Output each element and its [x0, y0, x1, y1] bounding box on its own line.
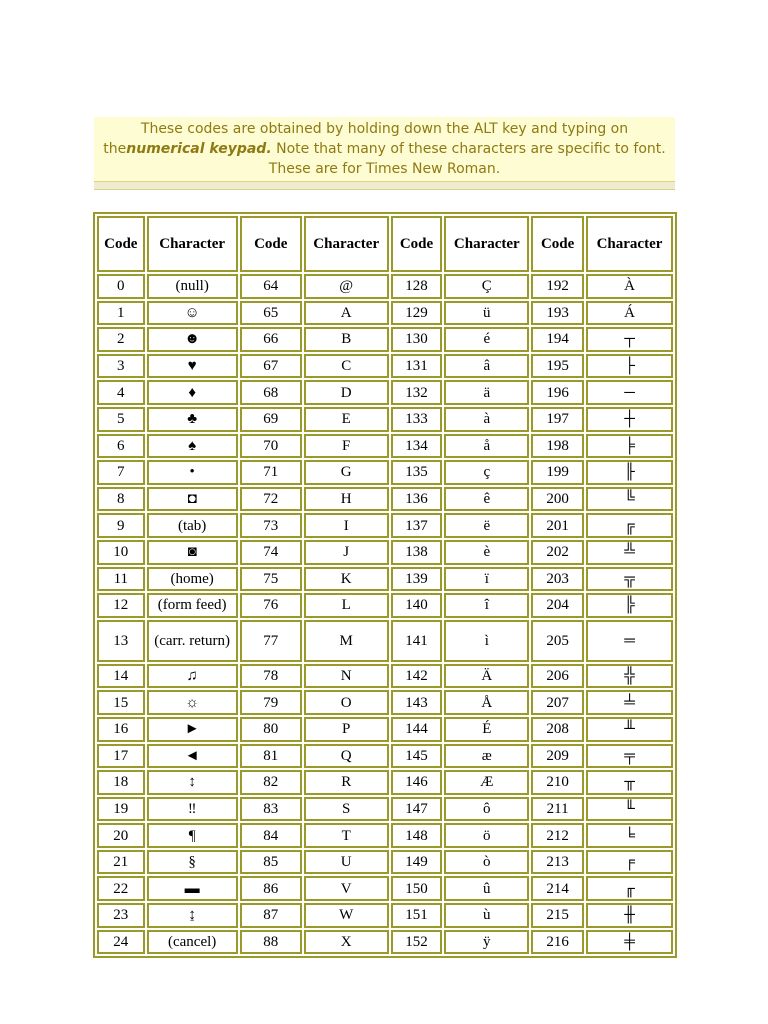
cell-character: N — [304, 664, 389, 689]
cell-code: 212 — [531, 823, 584, 848]
cell-code: 5 — [97, 407, 145, 432]
cell-character: ÿ — [444, 930, 529, 955]
cell-character: ï — [444, 567, 529, 592]
cell-code: 133 — [391, 407, 443, 432]
cell-character: H — [304, 487, 389, 512]
cell-code: 76 — [240, 593, 302, 618]
cell-code: 194 — [531, 327, 584, 352]
cell-code: 85 — [240, 850, 302, 875]
cell-character: è — [444, 540, 529, 565]
table-row — [97, 850, 673, 875]
table-row — [97, 876, 673, 901]
cell-code: 200 — [531, 487, 584, 512]
cell-code: 73 — [240, 513, 302, 538]
cell-character: M — [304, 620, 389, 662]
cell-code: 72 — [240, 487, 302, 512]
cell-code: 11 — [97, 567, 145, 592]
cell-code: 64 — [240, 274, 302, 299]
cell-character: ╠ — [586, 593, 673, 618]
cell-code: 210 — [531, 770, 584, 795]
cell-character: ╓ — [586, 876, 673, 901]
cell-character: ├ — [586, 354, 673, 379]
table-row — [97, 301, 673, 326]
cell-code: 128 — [391, 274, 443, 299]
cell-code: 4 — [97, 380, 145, 405]
cell-character: T — [304, 823, 389, 848]
cell-character: ╟ — [586, 460, 673, 485]
cell-code: 148 — [391, 823, 443, 848]
cell-character: ► — [147, 717, 238, 742]
cell-code: 9 — [97, 513, 145, 538]
cell-code: 199 — [531, 460, 584, 485]
cell-character: ◙ — [147, 540, 238, 565]
cell-code: 3 — [97, 354, 145, 379]
cell-code: 20 — [97, 823, 145, 848]
cell-code: 6 — [97, 434, 145, 459]
table-row — [97, 354, 673, 379]
cell-character: ┬ — [586, 327, 673, 352]
cell-code: 204 — [531, 593, 584, 618]
intro-line-2-suffix: Note that many of these characters are specific to font. — [271, 141, 666, 157]
cell-code: 12 — [97, 593, 145, 618]
cell-code: 71 — [240, 460, 302, 485]
cell-code: 70 — [240, 434, 302, 459]
cell-code: 19 — [97, 797, 145, 822]
cell-character: § — [147, 850, 238, 875]
cell-code: 67 — [240, 354, 302, 379]
cell-character: ¶ — [147, 823, 238, 848]
cell-character: P — [304, 717, 389, 742]
intro-line-2 — [94, 139, 675, 159]
cell-code: 142 — [391, 664, 443, 689]
cell-code: 145 — [391, 744, 443, 769]
cell-code: 15 — [97, 690, 145, 715]
cell-character: D — [304, 380, 389, 405]
table-header-row — [97, 216, 673, 272]
cell-character: ╘ — [586, 823, 673, 848]
cell-character: ♫ — [147, 664, 238, 689]
cell-code: 201 — [531, 513, 584, 538]
cell-code: 68 — [240, 380, 302, 405]
cell-character: ╬ — [586, 664, 673, 689]
header-code-3: Code — [391, 216, 443, 272]
cell-character: ╚ — [586, 487, 673, 512]
cell-code: 147 — [391, 797, 443, 822]
cell-character: ╧ — [586, 690, 673, 715]
cell-character: (form feed) — [147, 593, 238, 618]
table-row — [97, 327, 673, 352]
cell-character: A — [304, 301, 389, 326]
cell-code: 131 — [391, 354, 443, 379]
cell-character: ù — [444, 903, 529, 928]
cell-character: R — [304, 770, 389, 795]
cell-code: 135 — [391, 460, 443, 485]
intro-emphasis: numerical keypad. — [126, 141, 272, 157]
cell-character: (carr. return) — [147, 620, 238, 662]
cell-character: î — [444, 593, 529, 618]
cell-character: ═ — [586, 620, 673, 662]
cell-character: É — [444, 717, 529, 742]
cell-character: Q — [304, 744, 389, 769]
cell-code: 141 — [391, 620, 443, 662]
cell-character: B — [304, 327, 389, 352]
cell-code: 18 — [97, 770, 145, 795]
cell-character: ò — [444, 850, 529, 875]
cell-code: 13 — [97, 620, 145, 662]
cell-character: I — [304, 513, 389, 538]
cell-code: 82 — [240, 770, 302, 795]
cell-code: 202 — [531, 540, 584, 565]
header-character-4: Character — [586, 216, 673, 272]
cell-code: 152 — [391, 930, 443, 955]
cell-code: 1 — [97, 301, 145, 326]
cell-code: 65 — [240, 301, 302, 326]
cell-character: ╨ — [586, 717, 673, 742]
table-row — [97, 540, 673, 565]
cell-code: 193 — [531, 301, 584, 326]
cell-character: ╦ — [586, 567, 673, 592]
table-row — [97, 567, 673, 592]
cell-code: 78 — [240, 664, 302, 689]
cell-character: ♠ — [147, 434, 238, 459]
cell-code: 21 — [97, 850, 145, 875]
cell-code: 80 — [240, 717, 302, 742]
cell-character: • — [147, 460, 238, 485]
cell-character: W — [304, 903, 389, 928]
cell-character: ╙ — [586, 797, 673, 822]
cell-code: 208 — [531, 717, 584, 742]
cell-character: ♣ — [147, 407, 238, 432]
cell-code: 129 — [391, 301, 443, 326]
cell-code: 143 — [391, 690, 443, 715]
cell-code: 198 — [531, 434, 584, 459]
cell-character: S — [304, 797, 389, 822]
cell-code: 86 — [240, 876, 302, 901]
cell-code: 137 — [391, 513, 443, 538]
cell-code: 151 — [391, 903, 443, 928]
table-row — [97, 664, 673, 689]
cell-code: 149 — [391, 850, 443, 875]
table-row — [97, 770, 673, 795]
cell-code: 215 — [531, 903, 584, 928]
cell-code: 150 — [391, 876, 443, 901]
table-row — [97, 744, 673, 769]
cell-character: F — [304, 434, 389, 459]
cell-character: û — [444, 876, 529, 901]
cell-character: ╪ — [586, 930, 673, 955]
cell-code: 14 — [97, 664, 145, 689]
cell-code: 83 — [240, 797, 302, 822]
intro-line-2-prefix: the — [103, 141, 127, 157]
table-row — [97, 823, 673, 848]
cell-character: ↕ — [147, 770, 238, 795]
cell-character: Æ — [444, 770, 529, 795]
table-row — [97, 460, 673, 485]
header-code-2: Code — [240, 216, 302, 272]
cell-code: 207 — [531, 690, 584, 715]
header-code-1: Code — [97, 216, 145, 272]
table-row — [97, 797, 673, 822]
cell-character: Å — [444, 690, 529, 715]
cell-code: 195 — [531, 354, 584, 379]
cell-character: ö — [444, 823, 529, 848]
cell-character: ▬ — [147, 876, 238, 901]
cell-character: U — [304, 850, 389, 875]
cell-character: â — [444, 354, 529, 379]
cell-character: L — [304, 593, 389, 618]
cell-character: ╤ — [586, 744, 673, 769]
cell-character: V — [304, 876, 389, 901]
table-row — [97, 690, 673, 715]
cell-character: ☼ — [147, 690, 238, 715]
cell-code: 87 — [240, 903, 302, 928]
cell-character: ë — [444, 513, 529, 538]
cell-code: 138 — [391, 540, 443, 565]
cell-character: E — [304, 407, 389, 432]
cell-character: ╥ — [586, 770, 673, 795]
cell-character: ü — [444, 301, 529, 326]
cell-code: 205 — [531, 620, 584, 662]
cell-character: C — [304, 354, 389, 379]
cell-code: 2 — [97, 327, 145, 352]
cell-code: 136 — [391, 487, 443, 512]
table-row — [97, 487, 673, 512]
cell-character: Ä — [444, 664, 529, 689]
cell-character: À — [586, 274, 673, 299]
cell-character: Á — [586, 301, 673, 326]
table-row — [97, 620, 673, 662]
table-body — [97, 274, 673, 954]
cell-code: 66 — [240, 327, 302, 352]
cell-character: æ — [444, 744, 529, 769]
cell-code: 130 — [391, 327, 443, 352]
cell-code: 213 — [531, 850, 584, 875]
intro-line-3: These are for Times New Roman. — [268, 161, 501, 177]
table-row — [97, 513, 673, 538]
cell-character: ┼ — [586, 407, 673, 432]
cell-code: 88 — [240, 930, 302, 955]
cell-character: ☺ — [147, 301, 238, 326]
header-character-2: Character — [304, 216, 389, 272]
cell-code: 8 — [97, 487, 145, 512]
header-code-4: Code — [531, 216, 584, 272]
cell-code: 140 — [391, 593, 443, 618]
alt-codes-table — [93, 212, 677, 958]
cell-code: 132 — [391, 380, 443, 405]
cell-code: 139 — [391, 567, 443, 592]
cell-code: 203 — [531, 567, 584, 592]
cell-code: 211 — [531, 797, 584, 822]
cell-character: @ — [304, 274, 389, 299]
cell-character: ì — [444, 620, 529, 662]
cell-character: ↨ — [147, 903, 238, 928]
cell-character: X — [304, 930, 389, 955]
cell-character: ╫ — [586, 903, 673, 928]
cell-character: (tab) — [147, 513, 238, 538]
intro-divider — [94, 181, 675, 190]
cell-character: ◘ — [147, 487, 238, 512]
cell-character: ◄ — [147, 744, 238, 769]
cell-character: ╔ — [586, 513, 673, 538]
cell-code: 144 — [391, 717, 443, 742]
cell-character: (null) — [147, 274, 238, 299]
cell-character: ╒ — [586, 850, 673, 875]
intro-line-1: These codes are obtained by holding down the ALT key and typing on — [140, 121, 629, 137]
cell-character: å — [444, 434, 529, 459]
cell-character: ‼ — [147, 797, 238, 822]
cell-code: 16 — [97, 717, 145, 742]
cell-code: 74 — [240, 540, 302, 565]
cell-character: ç — [444, 460, 529, 485]
cell-code: 192 — [531, 274, 584, 299]
table-row — [97, 380, 673, 405]
cell-code: 79 — [240, 690, 302, 715]
cell-code: 23 — [97, 903, 145, 928]
cell-character: é — [444, 327, 529, 352]
table-row — [97, 903, 673, 928]
cell-character: G — [304, 460, 389, 485]
cell-character: ê — [444, 487, 529, 512]
cell-code: 81 — [240, 744, 302, 769]
cell-code: 134 — [391, 434, 443, 459]
cell-code: 84 — [240, 823, 302, 848]
table-row — [97, 593, 673, 618]
cell-character: Ç — [444, 274, 529, 299]
cell-character: (home) — [147, 567, 238, 592]
cell-character: K — [304, 567, 389, 592]
cell-code: 7 — [97, 460, 145, 485]
cell-character: O — [304, 690, 389, 715]
cell-code: 197 — [531, 407, 584, 432]
table-row — [97, 274, 673, 299]
cell-code: 206 — [531, 664, 584, 689]
cell-code: 24 — [97, 930, 145, 955]
cell-character: (cancel) — [147, 930, 238, 955]
table-row — [97, 717, 673, 742]
cell-code: 77 — [240, 620, 302, 662]
intro-note — [94, 117, 675, 181]
cell-code: 10 — [97, 540, 145, 565]
cell-code: 209 — [531, 744, 584, 769]
table-row — [97, 930, 673, 955]
cell-code: 214 — [531, 876, 584, 901]
cell-character: ô — [444, 797, 529, 822]
cell-character: à — [444, 407, 529, 432]
cell-character: ╩ — [586, 540, 673, 565]
header-character-3: Character — [444, 216, 529, 272]
cell-character: ♥ — [147, 354, 238, 379]
header-character-1: Character — [147, 216, 238, 272]
cell-code: 0 — [97, 274, 145, 299]
cell-code: 216 — [531, 930, 584, 955]
cell-character: J — [304, 540, 389, 565]
cell-code: 75 — [240, 567, 302, 592]
table-row — [97, 434, 673, 459]
cell-character: ä — [444, 380, 529, 405]
cell-character: ─ — [586, 380, 673, 405]
table-row — [97, 407, 673, 432]
cell-character: ♦ — [147, 380, 238, 405]
cell-code: 69 — [240, 407, 302, 432]
cell-code: 22 — [97, 876, 145, 901]
cell-code: 146 — [391, 770, 443, 795]
cell-code: 196 — [531, 380, 584, 405]
cell-character: ╞ — [586, 434, 673, 459]
cell-character: ☻ — [147, 327, 238, 352]
cell-code: 17 — [97, 744, 145, 769]
